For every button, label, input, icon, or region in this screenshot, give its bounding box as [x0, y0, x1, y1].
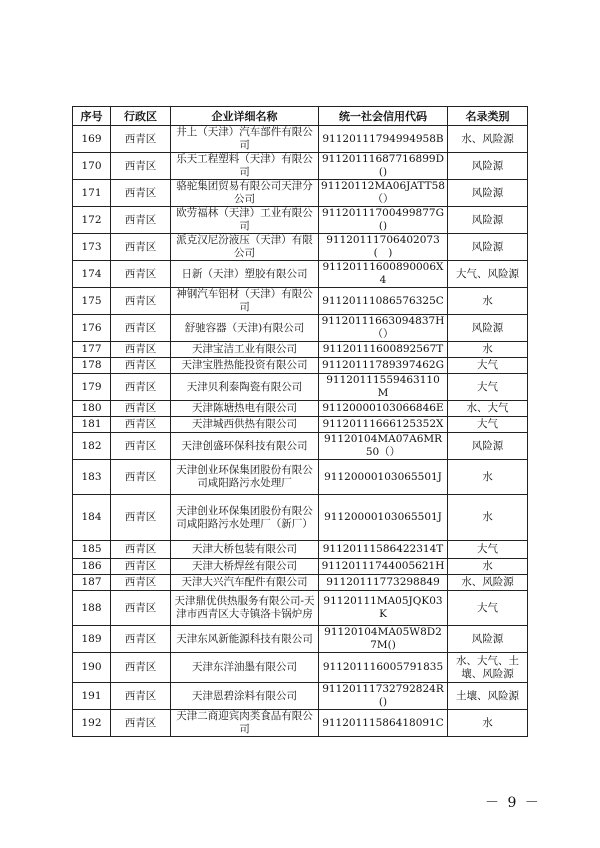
- table-row: [73, 374, 528, 401]
- cell-code: 91120111700499877G(): [319, 207, 448, 234]
- cell-index: 189: [73, 626, 111, 653]
- cell-category: 水: [448, 495, 528, 541]
- cell-category: 风险源: [448, 315, 528, 342]
- cell-district: 西青区: [111, 315, 171, 342]
- cell-name: 天津宝洁工业有限公司: [171, 342, 319, 358]
- cell-name: 舒驰容器（天津)有限公司: [171, 315, 319, 342]
- cell-name: 天津创业环保集团股份有限公司咸阳路污水处理厂: [171, 460, 319, 495]
- cell-district: 西青区: [111, 626, 171, 653]
- cell-name: 天津大桥焊丝有限公司: [171, 559, 319, 575]
- cell-category: 水、大气: [448, 401, 528, 417]
- table-row: [73, 433, 528, 460]
- cell-category: 水、风险源: [448, 126, 528, 153]
- header-index: 序号: [73, 107, 111, 126]
- table-row: [73, 653, 528, 683]
- cell-code: 91120000103065501J: [319, 495, 448, 541]
- cell-index: 184: [73, 495, 111, 541]
- cell-code: 91120111666125352X: [319, 417, 448, 433]
- table-row: [73, 575, 528, 591]
- cell-code: 91120112MA06JATT58（）: [319, 180, 448, 207]
- cell-index: 191: [73, 683, 111, 710]
- cell-index: 172: [73, 207, 111, 234]
- cell-category: 水、风险源: [448, 575, 528, 591]
- table-row: [73, 417, 528, 433]
- cell-category: 风险源: [448, 180, 528, 207]
- cell-name: 天津鼎优供热服务有限公司-天津市西青区大寺镇洛卡锅炉房: [171, 591, 319, 626]
- cell-index: 177: [73, 342, 111, 358]
- cell-index: 173: [73, 234, 111, 261]
- cell-name: 天津大桥包装有限公司: [171, 541, 319, 559]
- cell-code: 91120111MA05JQK03K: [319, 591, 448, 626]
- cell-name: 天津二商迎宾肉类食品有限公司: [171, 710, 319, 737]
- cell-name: 天津恩碧涂料有限公司: [171, 683, 319, 710]
- cell-index: 174: [73, 261, 111, 288]
- cell-category: 风险源: [448, 234, 528, 261]
- cell-index: 183: [73, 460, 111, 495]
- header-code: 统一社会信用代码: [319, 107, 448, 126]
- cell-code: 91120111732792824R(): [319, 683, 448, 710]
- cell-district: 西青区: [111, 591, 171, 626]
- cell-index: 176: [73, 315, 111, 342]
- cell-code: 91120000103065501J: [319, 460, 448, 495]
- cell-category: 大气: [448, 417, 528, 433]
- cell-name: 天津城西供热有限公司: [171, 417, 319, 433]
- cell-district: 西青区: [111, 683, 171, 710]
- cell-district: 西青区: [111, 541, 171, 559]
- table-row: [73, 401, 528, 417]
- cell-code: 91120111600890006X4: [319, 261, 448, 288]
- cell-district: 西青区: [111, 288, 171, 315]
- cell-name: 天津创盛环保科技有限公司: [171, 433, 319, 460]
- table-row: [73, 180, 528, 207]
- cell-index: 192: [73, 710, 111, 737]
- cell-name: 骆驼集团贸易有限公司天津分公司: [171, 180, 319, 207]
- table-row: [73, 710, 528, 737]
- cell-category: 风险源: [448, 207, 528, 234]
- cell-district: 西青区: [111, 207, 171, 234]
- table-row: [73, 626, 528, 653]
- cell-category: 大气: [448, 591, 528, 626]
- cell-name: 日新（天津）塑胶有限公司: [171, 261, 319, 288]
- table-row: [73, 207, 528, 234]
- cell-name: 神钢汽车铝材（天津）有限公司: [171, 288, 319, 315]
- cell-district: 西青区: [111, 401, 171, 417]
- cell-code: 91120111586418091C: [319, 710, 448, 737]
- cell-district: 西青区: [111, 710, 171, 737]
- cell-index: 190: [73, 653, 111, 683]
- cell-district: 西青区: [111, 433, 171, 460]
- cell-code: 91120104MA05W8D27M(): [319, 626, 448, 653]
- table-row: [73, 591, 528, 626]
- cell-code: 91120111789397462G: [319, 358, 448, 374]
- cell-index: 187: [73, 575, 111, 591]
- cell-index: 178: [73, 358, 111, 374]
- cell-district: 西青区: [111, 153, 171, 180]
- cell-name: 欧劳福林（天津）工业有限公司: [171, 207, 319, 234]
- cell-index: 181: [73, 417, 111, 433]
- cell-category: 大气: [448, 541, 528, 559]
- cell-district: 西青区: [111, 460, 171, 495]
- cell-code: 91120111086576325C: [319, 288, 448, 315]
- table-row: [73, 261, 528, 288]
- page-number: － 9 －: [485, 795, 541, 811]
- cell-category: 大气、风险源: [448, 261, 528, 288]
- cell-district: 西青区: [111, 342, 171, 358]
- table-row: [73, 288, 528, 315]
- cell-category: 水: [448, 342, 528, 358]
- cell-code: 91120111706402073( ): [319, 234, 448, 261]
- cell-category: 水、大气、土壤、风险源: [448, 653, 528, 683]
- cell-district: 西青区: [111, 261, 171, 288]
- cell-category: 土壤、风险源: [448, 683, 528, 710]
- cell-index: 185: [73, 541, 111, 559]
- cell-name: 天津陈塘热电有限公司: [171, 401, 319, 417]
- cell-code: 91120111600579183​5: [319, 653, 448, 683]
- cell-index: 171: [73, 180, 111, 207]
- table-row: [73, 234, 528, 261]
- cell-code: 91120111744005621H: [319, 559, 448, 575]
- table-row: [73, 315, 528, 342]
- enterprise-table: [72, 106, 528, 737]
- cell-district: 西青区: [111, 495, 171, 541]
- cell-index: 182: [73, 433, 111, 460]
- table-row: [73, 153, 528, 180]
- cell-index: 188: [73, 591, 111, 626]
- cell-index: 175: [73, 288, 111, 315]
- cell-district: 西青区: [111, 358, 171, 374]
- cell-code: 91120111773298849: [319, 575, 448, 591]
- cell-code: 91120111663094837H（）: [319, 315, 448, 342]
- table-row: [73, 126, 528, 153]
- table-row: [73, 358, 528, 374]
- cell-category: 大气: [448, 374, 528, 401]
- cell-index: 179: [73, 374, 111, 401]
- cell-category: 水: [448, 559, 528, 575]
- header-name: 企业详细名称: [171, 107, 319, 126]
- cell-index: 170: [73, 153, 111, 180]
- cell-name: 天津宝胜热能投资有限公司: [171, 358, 319, 374]
- table-row: [73, 683, 528, 710]
- cell-index: 169: [73, 126, 111, 153]
- cell-name: 天津东洋油墨有限公司: [171, 653, 319, 683]
- table-row: [73, 495, 528, 541]
- cell-name: 天津大兴汽车配件有限公司: [171, 575, 319, 591]
- cell-category: 水: [448, 710, 528, 737]
- cell-district: 西青区: [111, 180, 171, 207]
- header-category: 名录类别: [448, 107, 528, 126]
- cell-category: 风险源: [448, 153, 528, 180]
- cell-index: 180: [73, 401, 111, 417]
- cell-name: 乐天工程塑料（天津）有限公司: [171, 153, 319, 180]
- cell-index: 186: [73, 559, 111, 575]
- cell-district: 西青区: [111, 234, 171, 261]
- cell-code: 91120111586422314T: [319, 541, 448, 559]
- table-header-row: [73, 107, 528, 126]
- cell-code: 91120111794994958B: [319, 126, 448, 153]
- cell-code: 91120111600892567T: [319, 342, 448, 358]
- cell-code: 91120000103066846E: [319, 401, 448, 417]
- cell-category: 大气: [448, 358, 528, 374]
- cell-district: 西青区: [111, 374, 171, 401]
- cell-code: 91120104MA07A6MR50（）: [319, 433, 448, 460]
- cell-category: 风险源: [448, 433, 528, 460]
- cell-category: 水: [448, 288, 528, 315]
- cell-name: 天津贝利泰陶瓷有限公司: [171, 374, 319, 401]
- cell-district: 西青区: [111, 417, 171, 433]
- cell-code: 91120111687716899D(): [319, 153, 448, 180]
- table-row: [73, 541, 528, 559]
- cell-category: 水: [448, 460, 528, 495]
- cell-district: 西青区: [111, 575, 171, 591]
- cell-name: 天津东风新能源科技有限公司: [171, 626, 319, 653]
- table-row: [73, 559, 528, 575]
- cell-district: 西青区: [111, 653, 171, 683]
- cell-name: 井上（天津）汽车部件有限公司: [171, 126, 319, 153]
- cell-district: 西青区: [111, 559, 171, 575]
- cell-name: 派克汉尼汾液压（天津）有限公司: [171, 234, 319, 261]
- cell-name: 天津创业环保集团股份有限公司咸阳路污水处理厂（新厂）: [171, 495, 319, 541]
- header-district: 行政区: [111, 107, 171, 126]
- cell-code: 91120111559463110M: [319, 374, 448, 401]
- cell-district: 西青区: [111, 126, 171, 153]
- table-row: [73, 460, 528, 495]
- table-row: [73, 342, 528, 358]
- cell-category: 风险源: [448, 626, 528, 653]
